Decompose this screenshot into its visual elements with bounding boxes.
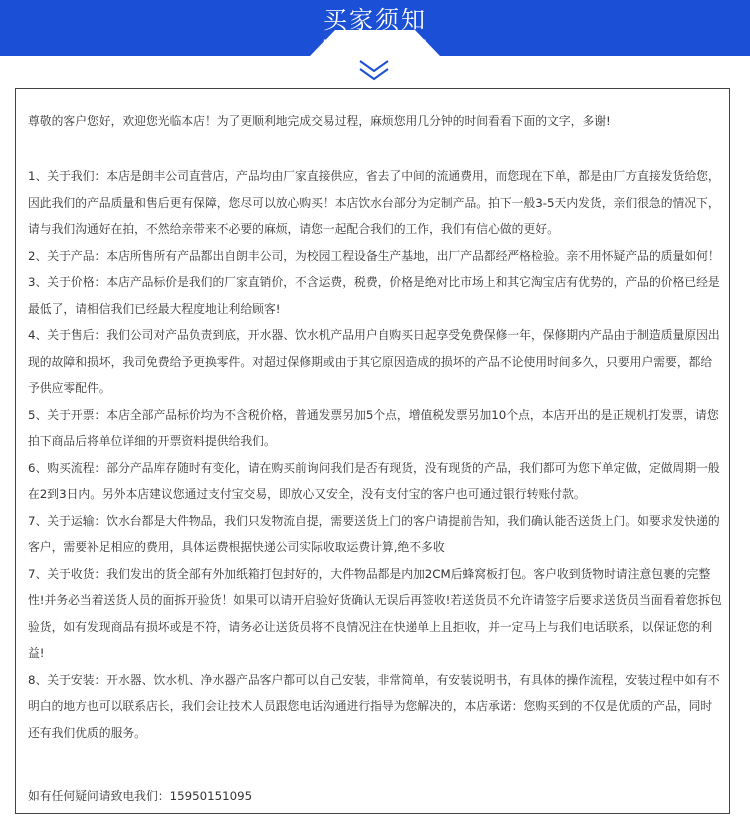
section-invoicing: 5、关于开票：本店全部产品标价均为不含税价格，普通发票另加5个点，增值税发票另加10个点，本店开出的是正规机打发票，请您拍下商品后将单位详细的开票资料提供给我们。 bbox=[28, 407, 719, 448]
double-chevron-down-icon bbox=[356, 58, 392, 84]
banner-subtitle: BUYERS INSTRUCTIONS bbox=[322, 39, 428, 49]
section-after-sales: 4、关于售后：我们公司对产品负责到底，开水器、饮水机产品用户自购买日起享受免费保修一年，保修期内产品由于制造质量原因出现的故障和损坏，我司免费给予更换零件。对超过保修期或由于其它原因造成的损坏的产品不论使用时间多久，只要用户需要，都给予供应零配件。 bbox=[28, 328, 720, 395]
intro-paragraph: 尊敬的客户您好，欢迎您光临本店！为了更顺利地完成交易过程，麻烦您用几分钟的时间看看下面的文字，多谢! bbox=[28, 114, 611, 128]
instruction-sections bbox=[28, 163, 724, 746]
section-about-us: 1、关于我们：本店是朗丰公司直营店，产品均由厂家直接供应，省去了中间的流通费用，而您现在下单，都是由厂方直接发货给您，因此我们的产品质量和售后更有保障，您尽可以放心购买！本店饮水台部分为定制产品。拍下一般3-5天内发货，亲们很急的情况下，请与我们沟通好在拍，不然给亲带来不必要的麻烦，请您一起配合我们的工作，我们有信心做的更好。 bbox=[28, 169, 720, 236]
banner-title: 买家须知 bbox=[323, 6, 427, 34]
section-purchase-process: 6、购买流程：部分产品库存随时有变化，请在购买前询问我们是否有现货，没有现货的产品，我们都可为您下单定做，定做周期一般在2到3日内。另外本店建议您通过支付宝交易，即放心又安全，没有支付宝的客户也可通过银行转账付款。 bbox=[28, 460, 720, 501]
section-products: 2、关于产品：本店所售所有产品都出自朗丰公司，为校园工程设备生产基地，出厂产品都经严格检验。亲不用怀疑产品的质量如何！ bbox=[28, 248, 720, 263]
section-installation: 8、关于安装：开水器、饮水机、净水器产品客户都可以自己安装，非常简单，有安装说明书，有具体的操作流程，安装过程中如有不明白的地方也可以联系店长，我们会让技术人员跟您电话沟通进行指导为您解决的，本店承诺：您购买到的不仅是优质的产品，同时还有我们优质的服务。 bbox=[28, 672, 720, 740]
header-banner bbox=[0, 0, 750, 56]
section-pricing: 3、关于价格：本店产品标价是我们的厂家直销价，不含运费，税费，价格是绝对比市场上和其它淘宝店有优势的，产品的价格已经是最低了，请相信我们已经最大程度地让利给顾客! bbox=[28, 275, 720, 316]
contact-line: 如有任何疑问请致电我们：15950151095 bbox=[28, 789, 253, 803]
section-receiving: 7、关于收货：我们发出的货全部有外加纸箱打包封好的，大件物品都是内加2CM后蜂窝板打包。客户收到货物时请注意包裹的完整性!并务必当着送货人员的面拆开验货！如果可以请开启验好货确认无误后再签收!若送货员不允许请签字后要求送货员当面看着您拆包验货，如有发现商品有损坏或是不符，请务必让送货员将不良情况注在快递单上且拒收，并一定马上与我们电话联系，以保证您的利益! bbox=[28, 566, 722, 660]
section-shipping: 7、关于运输：饮水台都是大件物品，我们只发物流自提，需要送货上门的客户请提前告知，我们确认能否送货上门。如要求发快递的客户，需要补足相应的费用，具体运费根据快递公司实际收取运费计算,绝不多收 bbox=[28, 513, 720, 554]
